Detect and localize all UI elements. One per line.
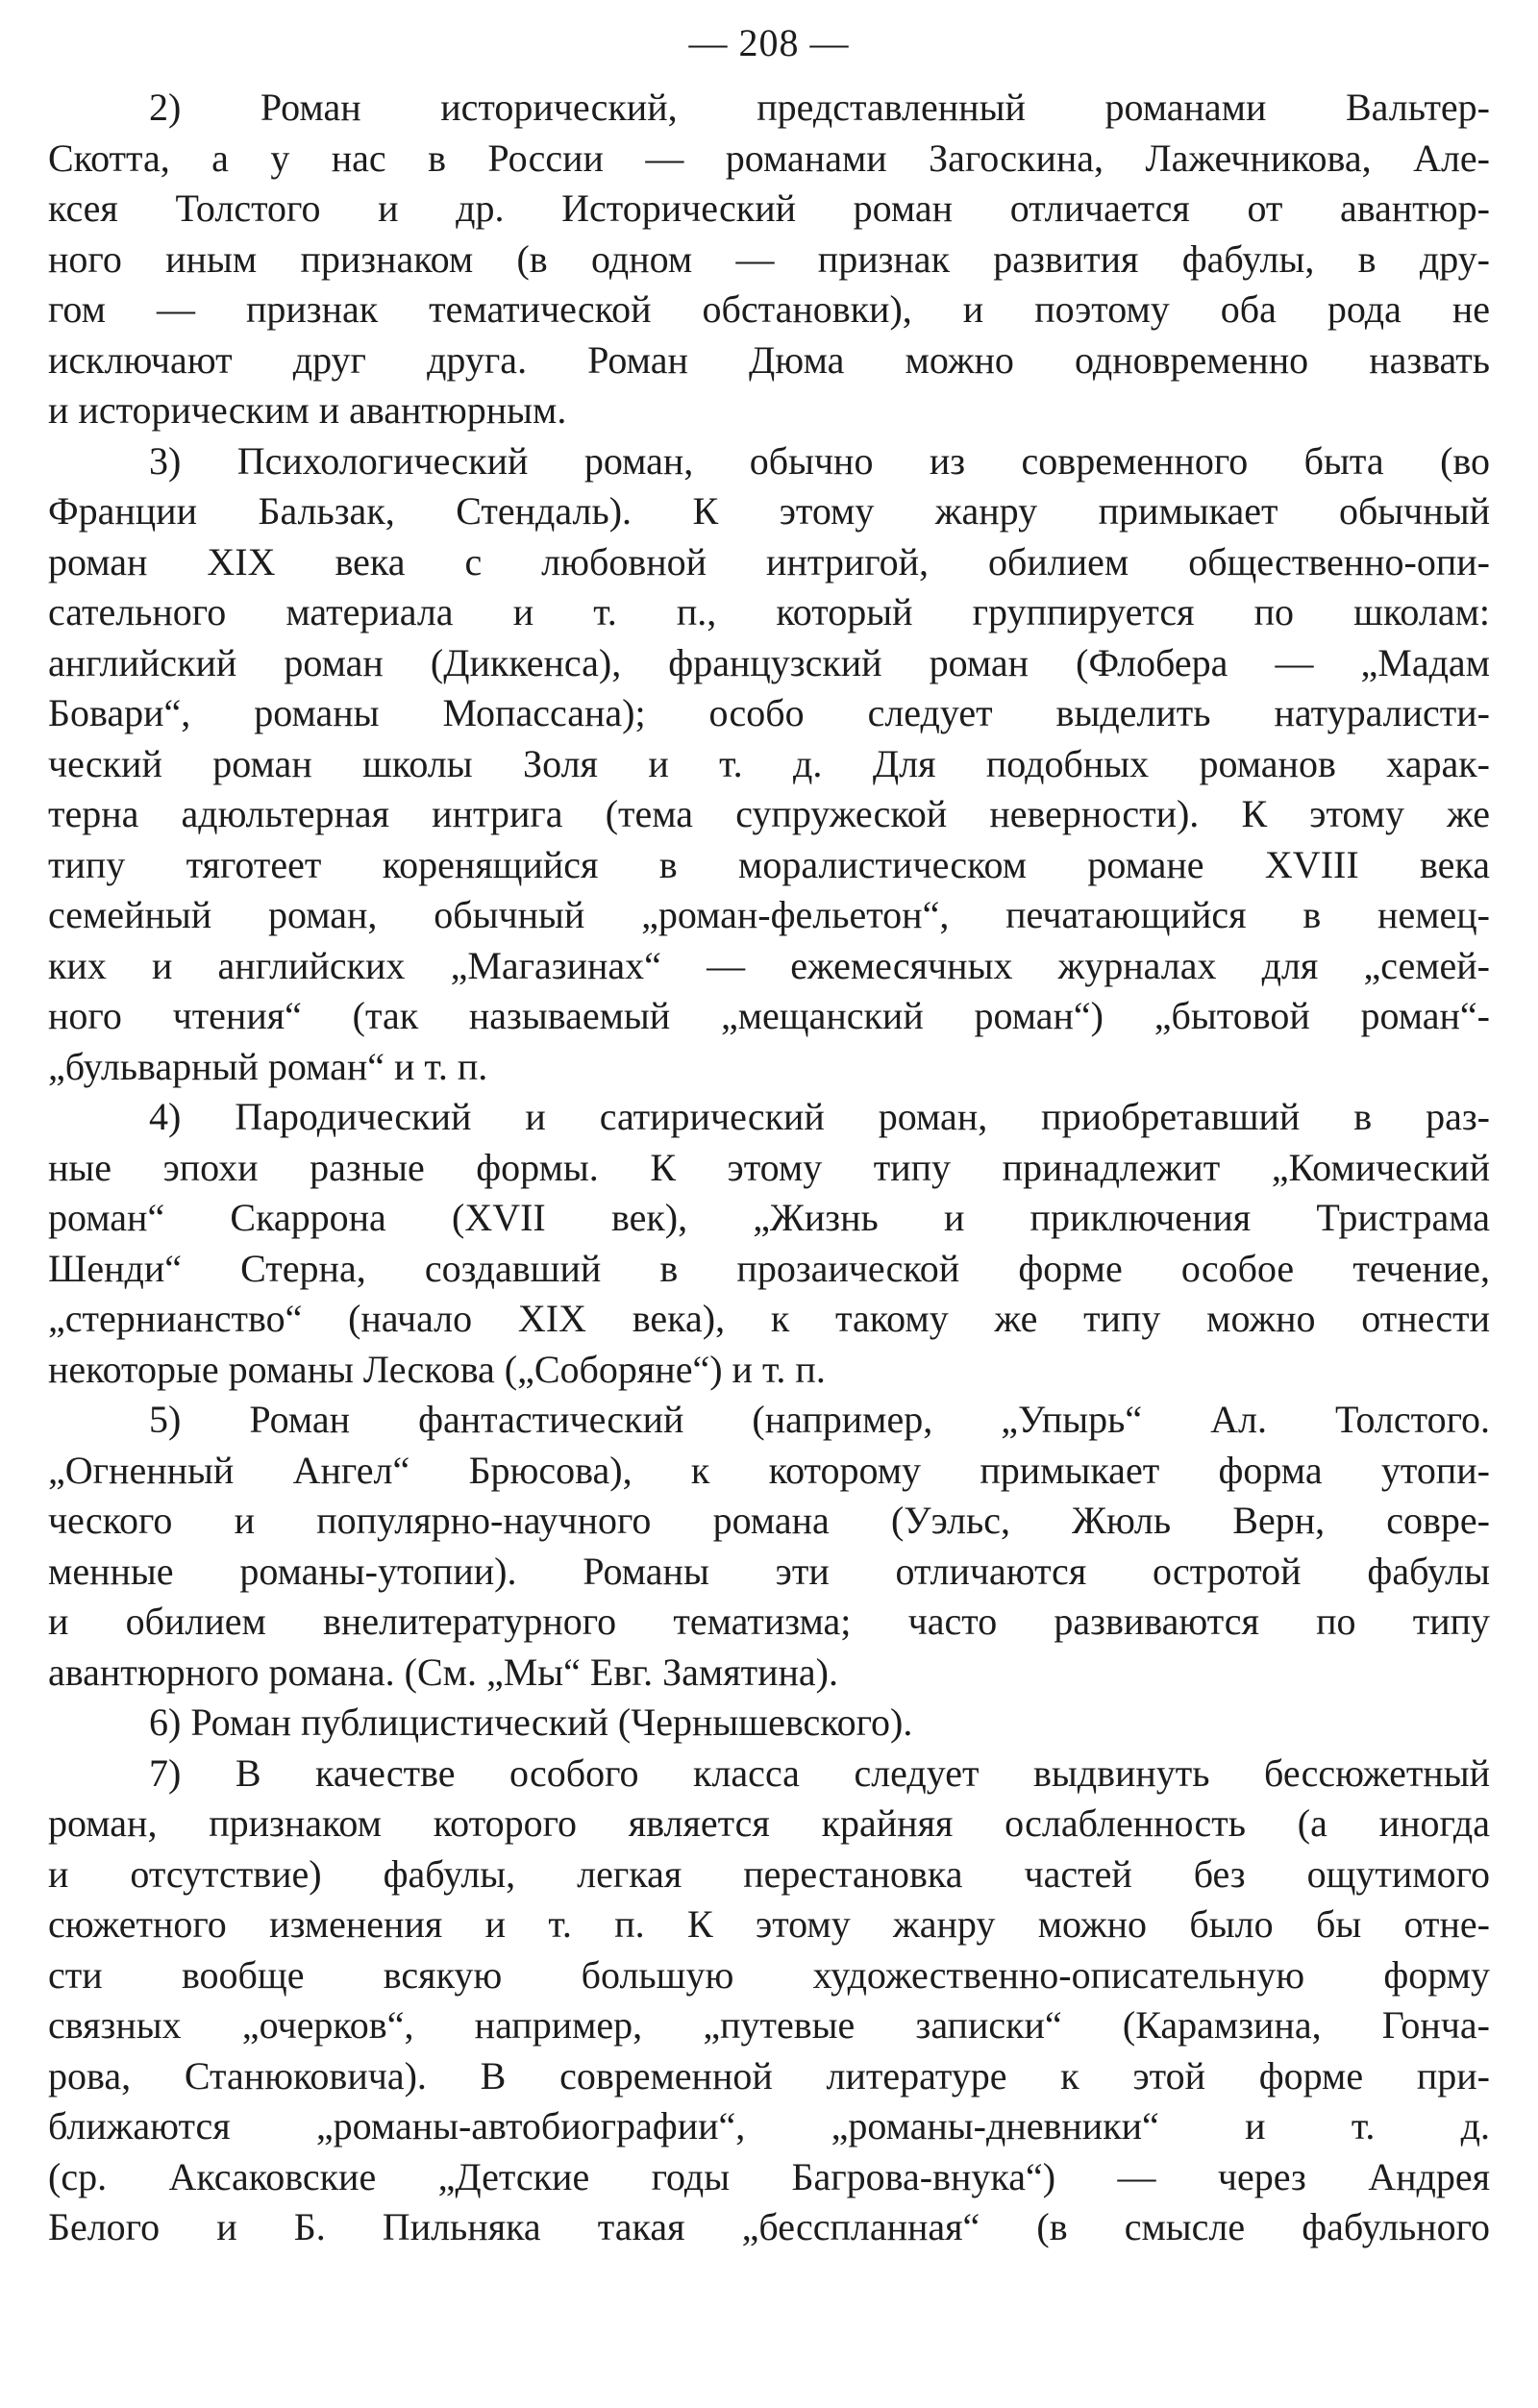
- text-line: сюжетного изменения и т. п. К этому жанру можно было бы отне-: [48, 1902, 1490, 1946]
- paragraph-p6: [48, 1698, 1490, 1749]
- text-line: ные эпохи разные формы. К этому типу принадлежит „Комический: [48, 1145, 1490, 1189]
- text-line: Бовари“, романы Мопассана); особо следует выделить натуралисти-: [48, 691, 1490, 734]
- book-page: [48, 10, 1490, 2253]
- text-line: „Огненный Ангел“ Брюсова), к которому примыкает форма утопи-: [48, 1448, 1490, 1492]
- text-line: английский роман (Диккенса), французский роман (Флобера — „Мадам: [48, 640, 1490, 684]
- text-line: ближаются „романы-автобиографии“, „романы-дневники“ и т. д.: [48, 2104, 1490, 2147]
- text-line: ческого и популярно-научного романа (Уэльс, Жюль Верн, совре-: [48, 1499, 1490, 1542]
- text-line: Белого и Б. Пильняка такая „бесспланная“ (в смысле фабульного: [48, 2205, 1490, 2248]
- text-line: ного чтения“ (так называемый „мещанский роман“) „бытовой роман“-: [48, 994, 1490, 1037]
- text-line: 7) В качестве особого класса следует выдвинуть бессюжетный: [149, 1750, 1490, 1795]
- text-line: 2) Роман исторический, представленный романами Вальтер-: [149, 86, 1490, 129]
- text-line: „стернианство“ (начало XIX века), к такому же типу можно отнести: [48, 1297, 1490, 1340]
- text-line: терна адюльтерная интрига (тема супружеской неверности). К этому же: [48, 792, 1490, 835]
- text-line: ческий роман школы Золя и т. д. Для подобных романов харак-: [48, 741, 1490, 785]
- paragraph-p3: [48, 436, 1490, 1093]
- text-line: ких и английских „Магазинах“ — ежемесячных журналах для „семей-: [48, 943, 1490, 987]
- paragraph-p5: [48, 1395, 1490, 1698]
- text-line: сти вообще всякую большую художественно-описательную форму: [48, 1952, 1490, 1997]
- text-line: авантюрного романа. (См. „Мы“ Евг. Замятина).: [48, 1650, 838, 1694]
- text-line: типу тяготеет коренящийся в моралистическом романе XVIII века: [48, 842, 1490, 886]
- text-line: связных „очерков“, например, „путевые записки“ (Карамзина, Гонча-: [48, 2003, 1490, 2047]
- text-line: 4) Пародический и сатирический роман, приобретавший в раз-: [149, 1095, 1490, 1138]
- text-line: рова, Станюковича). В современной литературе к этой форме при-: [48, 2053, 1490, 2098]
- body-text: [48, 83, 1490, 2253]
- text-line: семейный роман, обычный „роман-фельетон“, печатающийся в немец-: [48, 893, 1490, 936]
- text-line: 3) Психологический роман, обычно из современного быта (во: [149, 438, 1490, 483]
- text-line: „бульварный роман“ и т. п.: [48, 1044, 488, 1088]
- text-line: роман“ Скаррона (XVII век), „Жизнь и приключения Тристрама: [48, 1196, 1490, 1239]
- text-line: (ср. Аксаковские „Детские годы Багрова-внука“) — через Андрея: [48, 2154, 1490, 2198]
- text-line: гом — признак тематической обстановки), и поэтому оба рода не: [48, 287, 1490, 331]
- text-line: менные романы-утопии). Романы эти отличаются остротой фабулы: [48, 1549, 1490, 1593]
- page-number: — 208 —: [688, 21, 850, 64]
- paragraph-p7: [48, 1749, 1490, 2253]
- text-line: исключают друг друга. Роман Дюма можно одновременно назвать: [48, 337, 1490, 382]
- paragraph-p2: [48, 83, 1490, 436]
- paragraph-p4: [48, 1092, 1490, 1395]
- text-line: Скотта, а у нас в России — романами Загоскина, Лажечникова, Але-: [48, 136, 1490, 180]
- text-line: роман XIX века с любовной интригой, обилием общественно-опи-: [48, 539, 1490, 583]
- text-line: Шенди“ Стерна, создавший в прозаической форме особое течение,: [48, 1246, 1490, 1290]
- text-line: ксея Толстого и др. Исторический роман отличается от авантюр-: [48, 186, 1490, 230]
- text-line: и отсутствие) фабулы, легкая перестановка частей без ощутимого: [48, 1851, 1490, 1896]
- text-line: сательного материала и т. п., который группируется по школам:: [48, 590, 1490, 633]
- text-line: некоторые романы Лескова („Соборяне“) и т. п.: [48, 1347, 826, 1391]
- text-line: и историческим и авантюрным.: [48, 388, 567, 432]
- text-line: роман, признаком которого является крайняя ослабленность (а иногда: [48, 1801, 1490, 1845]
- text-line: 6) Роман публицистический (Чернышевского).: [149, 1700, 913, 1744]
- text-line: Франции Бальзак, Стендаль). К этому жанру примыкает обычный: [48, 489, 1490, 533]
- text-line: ного иным признаком (в одном — признак развития фабулы, в дру-: [48, 236, 1490, 281]
- text-line: 5) Роман фантастический (например, „Упырь“ Ал. Толстого.: [149, 1398, 1490, 1441]
- text-line: и обилием внелитературного тематизма; часто развиваются по типу: [48, 1600, 1490, 1643]
